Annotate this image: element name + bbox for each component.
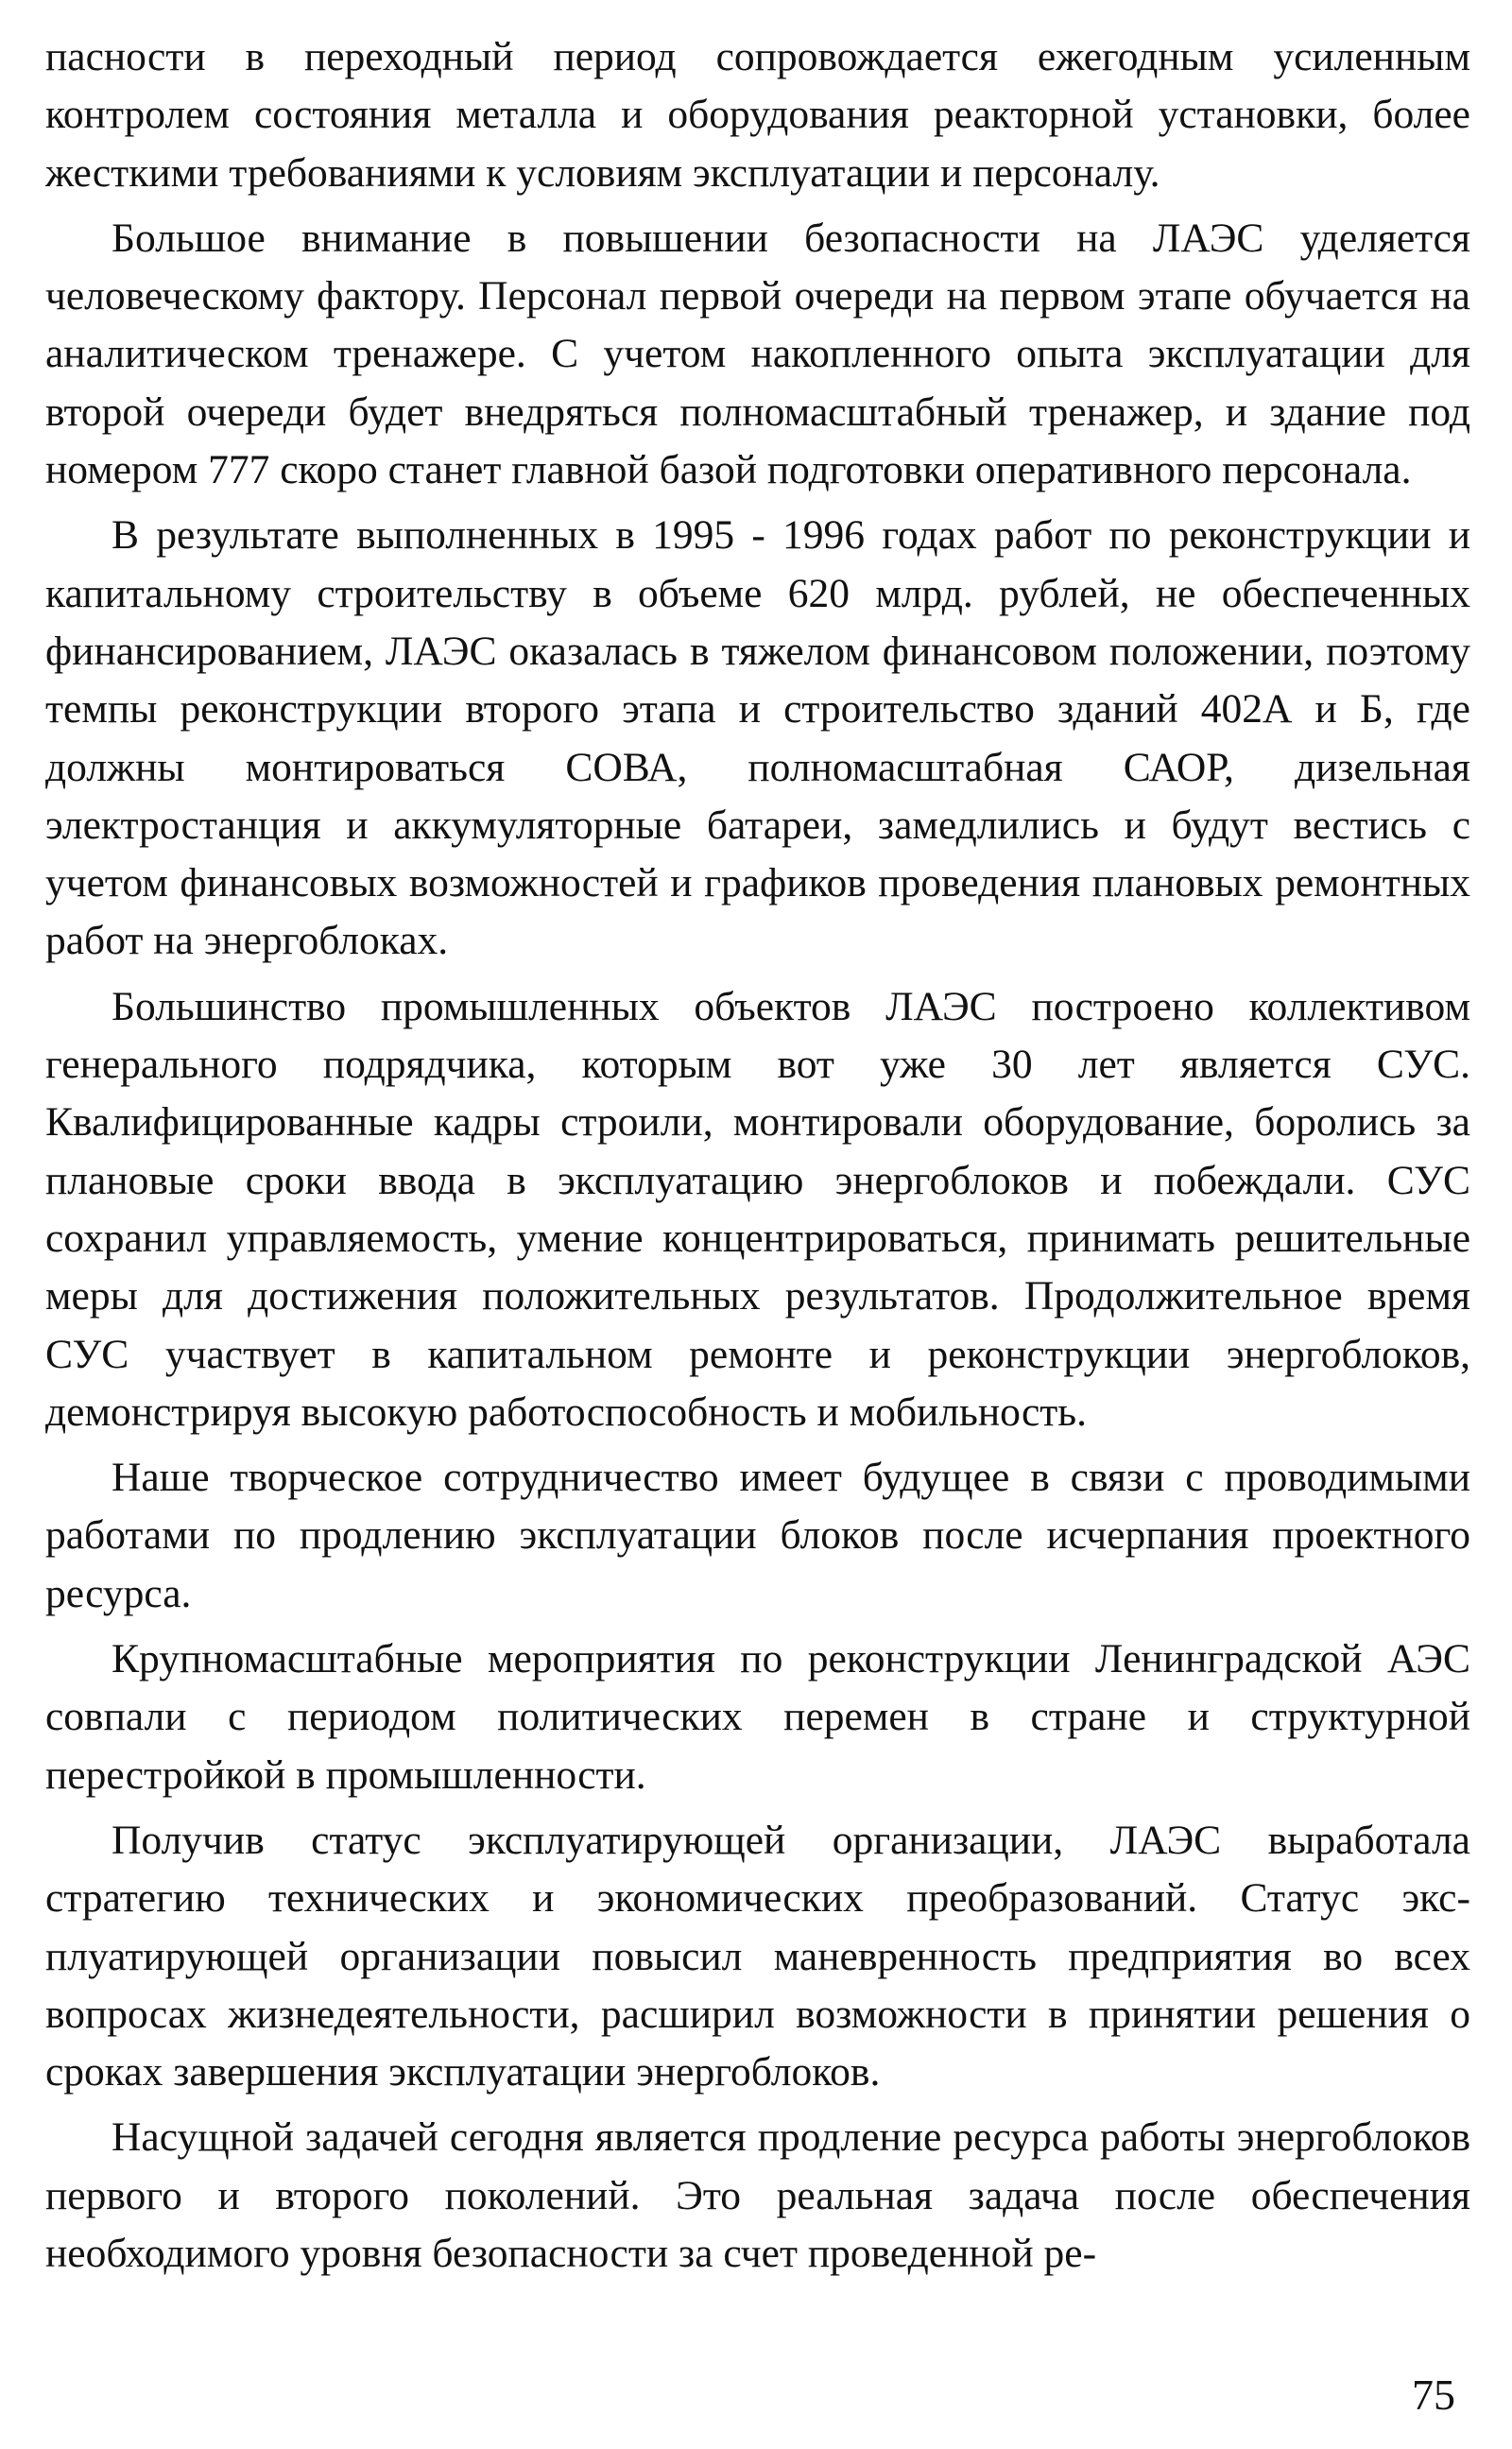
paragraph-1: пасности в переходный период сопровождается ежегодным усиленным контролем состояния металла и оборудования реакторной установки, более жесткими требованиями к условиям эксплуатации и персоналу.: [45, 34, 1470, 196]
paragraph-2: Большое внимание в повышении безопасности на ЛАЭС уделяется человеческому фактору. Персонал первой очереди на первом этапе обучается на аналитическом тренажере. С учетом накопленного опыта эксплуатации для второй очереди будет внедряться полномасштабный тренажер, и здание под номером 777 скоро станет главной базой подготовки оперативного персонала.: [45, 215, 1470, 493]
page-number: 75: [1412, 2371, 1455, 2419]
paragraph-3: В результате выполненных в 1995 - 1996 годах работ по реконструкции и капитальному строительству в объеме 620 млрд. рублей, не обеспеченных финансированием, ЛАЭС оказалась в тяжелом финансовом положении, поэтому темпы реконструкции второго этапа и строительство зданий 402А и Б, где должны монтироваться СОВА, полномасштабная САОР, дизельная электростанция и аккумуляторные батареи, замедлились и будут вестись с учетом финансовых возможностей и графиков проведения плановых ремонтных работ на энергоблоках.: [45, 512, 1470, 964]
paragraph-4: Большинство промышленных объектов ЛАЭС построено коллективом генерального подрядчика, которым вот уже 30 лет является СУС. Квалифицированные кадры строили, монтировали оборудование, боролись за плановые сроки ввода в эксплуатацию энергоблоков и побеждали. СУС сохранил управляемость, умение концентрироваться, принимать решительные меры для достижения положительных результатов. Продолжительное время СУС участвует в капитальном ремонте и реконструкции энергоблоков, демонстрируя высокую работоспособность и мобильность.: [45, 983, 1470, 1435]
paragraph-6: Крупномасштабные мероприятия по реконструкции Ленинградской АЭС совпали с периодом политических перемен в стране и структурной перестройкой в промышленности.: [45, 1636, 1470, 1798]
paragraph-7: Получив статус эксплуатирующей организации, ЛАЭС выработала стратегию технических и экономических преобразований. Статус эксплуатирующей организации повысил маневренность предприятия во всех вопросах жизнедеятельности, расширил возможности в принятии решения о сроках завершения эксплуатации энергоблоков.: [45, 1817, 1470, 2095]
document-page: [45, 28, 1470, 2290]
paragraph-8: Насущной задачей сегодня является продление ресурса работы энергоблоков первого и второго поколений. Это реальная задача после обеспечения необходимого уровня безопасности за счет проведенной ре-: [45, 2114, 1470, 2276]
paragraph-5: Наше творческое сотрудничество имеет будущее в связи с проводимыми работами по продлению эксплуатации блоков после исчерпания проектного ресурса.: [45, 1455, 1470, 1616]
